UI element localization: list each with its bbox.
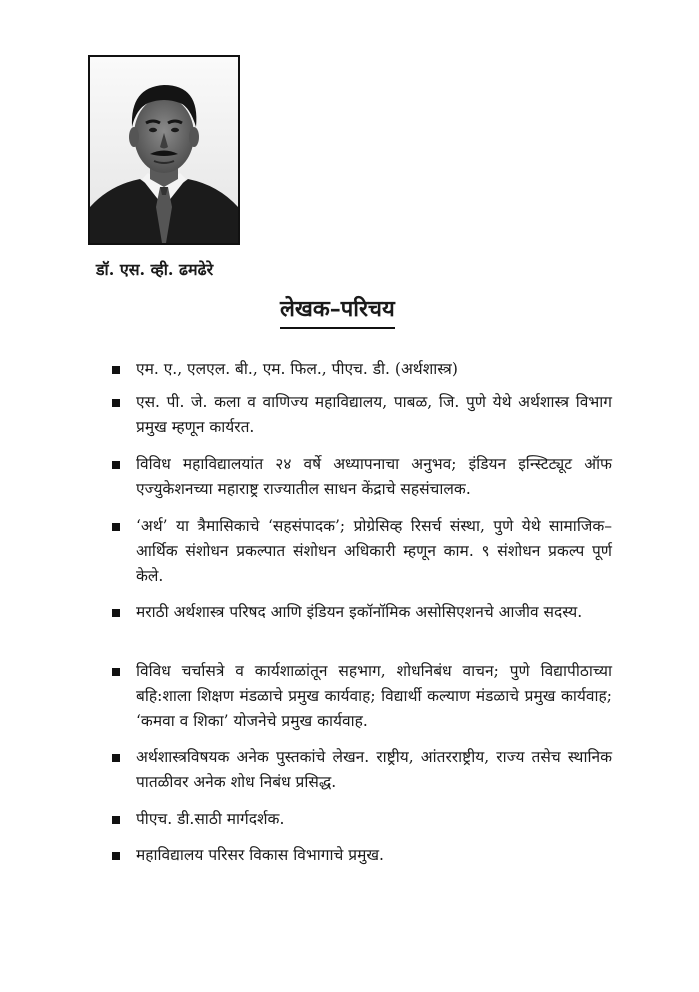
- list-item: अर्थशास्त्रविषयक अनेक पुस्तकांचे लेखन. राष्ट्रीय, आंतरराष्ट्रीय, राज्य तसेच स्थानिक पातळीवर अनेक शोध निबंध प्रसिद्ध.: [112, 745, 612, 795]
- list-item: एम. ए., एलएल. बी., एम. फिल., पीएच. डी. (अर्थशास्त्र): [112, 357, 612, 382]
- list-item: विविध महाविद्यालयांत २४ वर्षे अध्यापनाचा अनुभव; इंडियन इन्स्टिट्यूट ऑफ एज्युकेशनच्या महाराष्ट्र राज्यातील साधन केंद्राचे सहसंचालक.: [112, 452, 612, 502]
- list-item: महाविद्यालय परिसर विकास विभागाचे प्रमुख.: [112, 843, 612, 868]
- square-bullet-icon: [112, 816, 120, 824]
- author-portrait-image: [90, 57, 238, 243]
- square-bullet-icon: [112, 668, 120, 676]
- square-bullet-icon: [112, 852, 120, 860]
- square-bullet-icon: [112, 461, 120, 469]
- square-bullet-icon: [112, 609, 120, 617]
- page-title: लेखक–परिचय: [280, 293, 395, 329]
- list-item: पीएच. डी.साठी मार्गदर्शक.: [112, 807, 612, 832]
- square-bullet-icon: [112, 366, 120, 374]
- author-name: डॉ. एस. व्ही. ढमढेरे: [96, 260, 214, 279]
- square-bullet-icon: [112, 399, 120, 407]
- list-item: एस. पी. जे. कला व वाणिज्य महाविद्यालय, पाबळ, जि. पुणे येथे अर्थशास्त्र विभाग प्रमुख म्हणून कार्यरत.: [112, 390, 612, 440]
- square-bullet-icon: [112, 523, 120, 531]
- list-item: विविध चर्चासत्रे व कार्यशाळांतून सहभाग, शोधनिबंध वाचन; पुणे विद्यापीठाच्या बहि:शाला शिक्षण मंडळाचे प्रमुख कार्यवाह; विद्यार्थी कल्याण मंडळाचे प्रमुख कार्यवाह; ‘कमवा व शिका’ योजनेचे प्रमुख कार्यवाह.: [112, 659, 612, 734]
- list-item: मराठी अर्थशास्त्र परिषद आणि इंडियन इकॉनॉमिक असोसिएशनचे आजीव सदस्य.: [112, 600, 612, 625]
- author-photo: [88, 55, 240, 245]
- square-bullet-icon: [112, 754, 120, 762]
- list-item: ‘अर्थ’ या त्रैमासिकाचे ‘सहसंपादक’; प्रोग्रेसिव्ह रिसर्च संस्था, पुणे येथे सामाजिक–आर्थिक संशोधन प्रकल्पात संशोधन अधिकारी म्हणून काम. ९ संशोधन प्रकल्प पूर्ण केले.: [112, 514, 612, 589]
